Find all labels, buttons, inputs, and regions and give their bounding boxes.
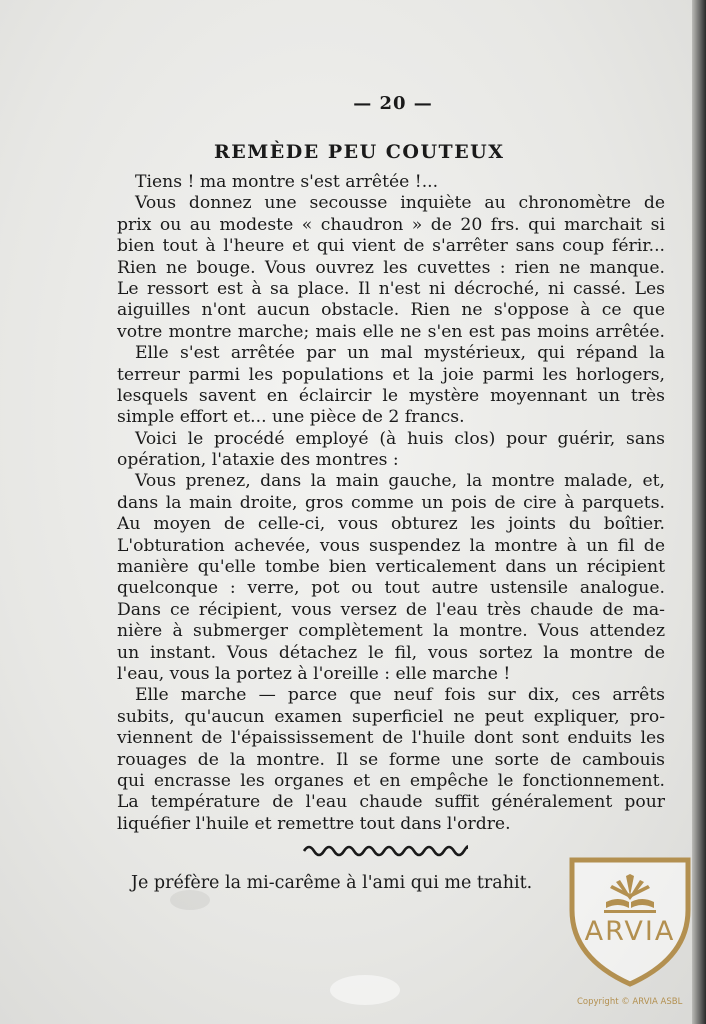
text-line: aiguilles n'ont aucun obstacle. Rien ne s'oppose à ce que (117, 300, 665, 321)
text-line: Elle s'est arrêtée par un mal mystérieux, qui répand la (135, 343, 665, 364)
text-line: Vous prenez, dans la main gauche, la montre malade, et, (135, 471, 665, 492)
text-line: qui encrasse les organes et en empêche le fonctionnement. (117, 770, 665, 791)
text-line: dans la main droite, gros comme un pois de cire à parquets. (117, 492, 665, 513)
text-line: rouages de la montre. Il se forme une sorte de cambouis (117, 749, 665, 770)
wavy-divider-icon (302, 839, 468, 861)
text-line: bien tout à l'heure et qui vient de s'arrêter sans coup férir... (117, 236, 665, 257)
watermark-name: ARVIA (584, 916, 676, 947)
text-line: terreur parmi les populations et la joie parmi les horlogers, (117, 364, 665, 385)
text-line: Le ressort est à sa place. Il n'est ni décroché, ni cassé. Les (117, 278, 665, 299)
text-line: liquéfier l'huile et remettre tout dans l'ordre. (117, 813, 511, 834)
text-line: subits, qu'aucun examen superficiel ne peut expliquer, pro- (117, 706, 665, 727)
text-line: quelconque : verre, pot ou tout autre ustensile analogue. (117, 578, 665, 599)
page-number: — 20 — (353, 93, 433, 114)
text-line: Elle marche — parce que neuf fois sur dix, ces arrêts (135, 685, 665, 706)
text-line: Vous donnez une secousse inquiète au chronomètre de (135, 193, 665, 214)
text-line: Au moyen de celle-ci, vous obturez les joints du boîtier. (117, 514, 665, 535)
article-body (117, 172, 665, 835)
text-line: un instant. Vous détachez le fil, vous sortez la montre de (117, 642, 665, 663)
text-line: La température de l'eau chaude suffit généralement pour (117, 792, 665, 813)
text-line: Voici le procédé employé (à huis clos) pour guérir, sans (135, 428, 665, 449)
copyright-text: Copyright © ARVIA ASBL (577, 997, 683, 1007)
text-line: Dans ce récipient, vous versez de l'eau très chaude de ma- (117, 599, 665, 620)
text-line: viennent de l'épaississement de l'huile dont sont enduits les (117, 728, 665, 749)
proverb-line: Je préfère la mi-carême à l'ami qui me trahit. (131, 873, 533, 893)
text-line: opération, l'ataxie des montres : (117, 450, 399, 471)
text-line: Tiens ! ma montre s'est arrêtée !... (135, 172, 439, 192)
text-line: manière qu'elle tombe bien verticalement dans un récipient (117, 557, 665, 578)
text-line: L'obturation achevée, vous suspendez la montre à un fil de (117, 535, 665, 556)
text-line: lesquels savent en éclaircir le mystère moyennant un très (117, 385, 665, 406)
text-line: prix ou au modeste « chaudron » de 20 frs. qui marchait si (117, 214, 665, 235)
text-line: l'eau, vous la portez à l'oreille : elle marche ! (117, 663, 511, 684)
text-line: simple effort et... une pièce de 2 francs. (117, 407, 465, 428)
text-line: votre montre marche; mais elle ne s'en est pas moins arrêtée. (117, 321, 665, 342)
text-line: Rien ne bouge. Vous ouvrez les cuvettes : rien ne manque. (117, 257, 665, 278)
article-title: REMÈDE PEU COUTEUX (214, 141, 505, 163)
text-line: nière à submerger complètement la montre. Vous attendez (117, 621, 665, 642)
page-edge-shadow (692, 0, 706, 1024)
